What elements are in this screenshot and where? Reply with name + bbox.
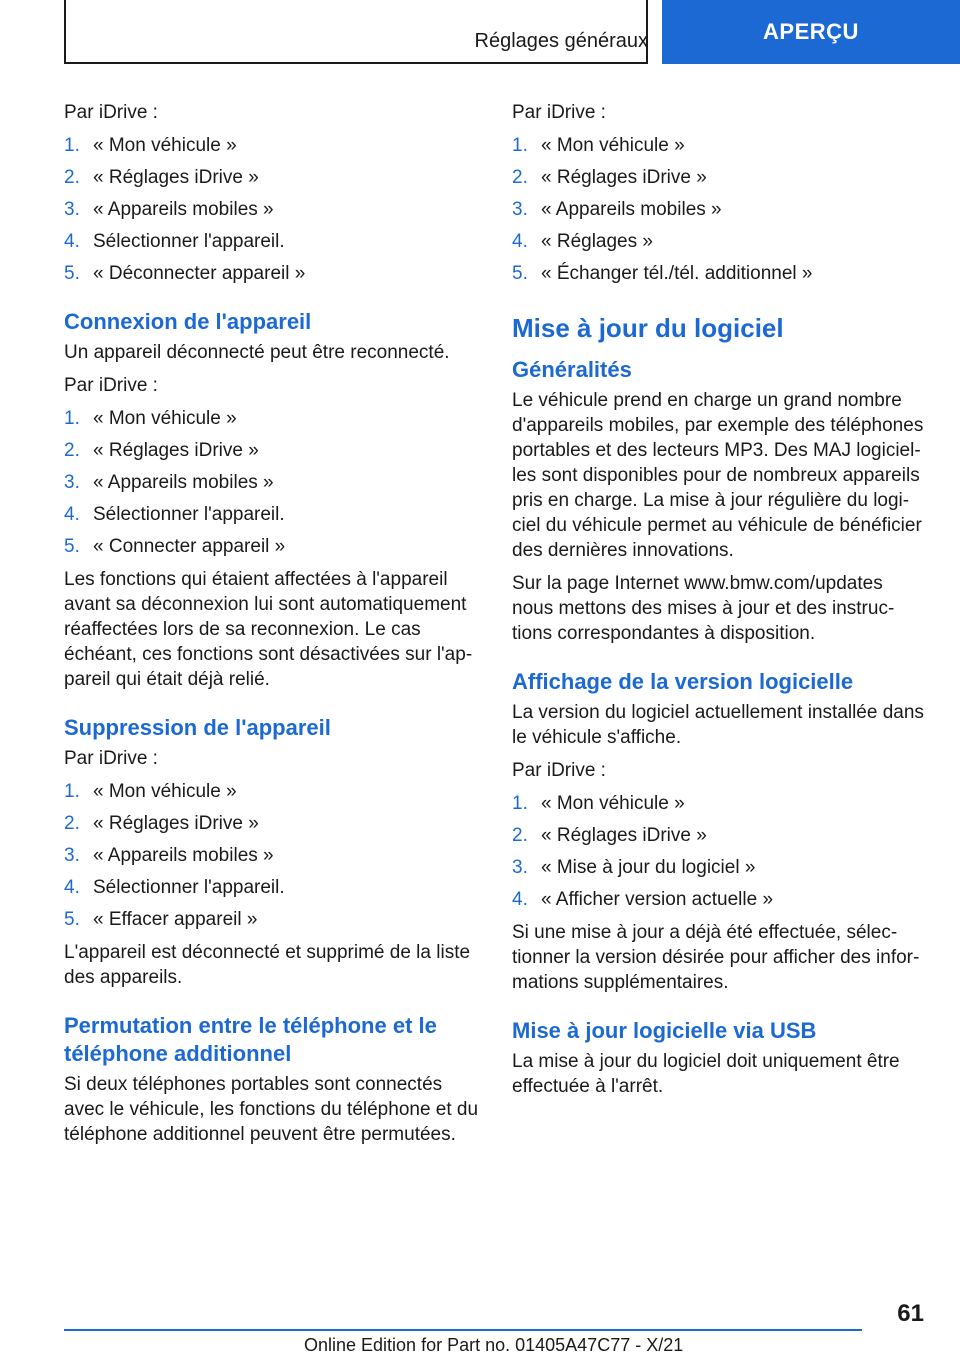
step-number: 3.: [64, 845, 80, 866]
step-text: « Connecter appareil »: [93, 536, 286, 557]
step-number: 3.: [512, 199, 528, 220]
step-number: 3.: [512, 857, 528, 878]
step-text: « Mon véhicule »: [541, 135, 685, 156]
list-item: [512, 823, 928, 848]
paragraph: La mise à jour du logiciel doit uniquement être effectuée à l'arrêt.: [512, 1051, 900, 1097]
step-number: 4.: [512, 231, 528, 252]
step-text: « Mon véhicule »: [541, 793, 685, 814]
list-item: [64, 197, 480, 222]
step-text: « Réglages »: [541, 231, 653, 252]
step-text: « Réglages iDrive »: [93, 167, 259, 188]
left-column: [64, 100, 480, 1155]
step-text: « Mon véhicule »: [93, 781, 237, 802]
list-item: [64, 438, 480, 463]
step-text: « Appareils mobiles »: [93, 845, 274, 866]
heading-delete-device: Suppression de l'appareil: [64, 715, 331, 740]
steps-list: [64, 406, 480, 559]
step-text: « Afficher version actuelle »: [541, 889, 774, 910]
step-number: 4.: [64, 877, 80, 898]
paragraph: Le véhicule prend en charge un grand nombre d'appareils mobiles, par exemple des téléphones portables et des lecteurs MP3. Des MAJ logicielles sont disponibles pour de nombreux appareils pris en charge. La mise à jour régulière du logiciel du véhicule permet au véhicule de bénéficier des dernières innovations.: [512, 390, 924, 561]
step-number: 2.: [512, 167, 528, 188]
step-text: « Mon véhicule »: [93, 135, 237, 156]
list-item: [64, 534, 480, 559]
list-item: [64, 229, 480, 254]
heading-connect-device: Connexion de l'appareil: [64, 309, 312, 334]
list-item: [64, 779, 480, 804]
list-item: [64, 875, 480, 900]
list-item: [512, 261, 928, 286]
step-number: 3.: [64, 472, 80, 493]
paragraph: Si deux téléphones portables sont connectés avec le véhicule, les fonctions du téléphone et du téléphone additionnel peuvent être permutées.: [64, 1074, 479, 1145]
heading-software-update: Mise à jour du logiciel: [512, 313, 784, 343]
step-number: 2.: [64, 167, 80, 188]
list-item: [64, 811, 480, 836]
step-number: 2.: [64, 813, 80, 834]
list-item: [512, 197, 928, 222]
steps-list: [512, 133, 928, 286]
steps-list: [512, 791, 928, 912]
steps-list: [64, 779, 480, 932]
list-item: [512, 887, 928, 912]
list-item: [64, 843, 480, 868]
footer-divider: [64, 1329, 862, 1331]
list-item: [512, 229, 928, 254]
list-item: [512, 165, 928, 190]
step-number: 3.: [64, 199, 80, 220]
heading-general: Généralités: [512, 357, 632, 382]
edition-note: Online Edition for Part no. 01405A47C77 - X/21: [304, 1335, 684, 1355]
step-number: 4.: [64, 231, 80, 252]
paragraph: La version du logiciel actuellement installée dans le véhicule s'affiche.: [512, 702, 924, 748]
intro-text: Par iDrive :: [64, 375, 158, 396]
step-number: 1.: [64, 408, 80, 429]
step-text: « Réglages iDrive »: [541, 825, 707, 846]
step-number: 2.: [64, 440, 80, 461]
step-text: Sélectionner l'appareil.: [93, 504, 285, 525]
steps-list: [64, 133, 480, 286]
step-text: Sélectionner l'appareil.: [93, 877, 285, 898]
step-text: « Effacer appareil »: [93, 909, 258, 930]
step-text: « Déconnecter appareil »: [93, 263, 306, 284]
step-number: 5.: [512, 263, 528, 284]
step-number: 5.: [64, 263, 80, 284]
step-text: « Réglages iDrive »: [93, 813, 259, 834]
step-text: « Mise à jour du logiciel »: [541, 857, 756, 878]
paragraph: Les fonctions qui étaient affectées à l'appareil avant sa déconnexion lui sont automatiquement réaffectées lors de sa reconnexion. Le cas échéant, ces fonctions sont désactivées sur l'appareil qui était déjà relié.: [64, 569, 473, 690]
step-text: « Mon véhicule »: [93, 408, 237, 429]
step-number: 5.: [64, 909, 80, 930]
step-text: « Échanger tél./tél. additionnel »: [541, 263, 813, 284]
list-item: [512, 855, 928, 880]
right-column: [512, 100, 928, 1107]
step-number: 2.: [512, 825, 528, 846]
overview-tab[interactable]: APERÇU: [662, 0, 960, 64]
list-item: [64, 261, 480, 286]
list-item: [512, 133, 928, 158]
step-number: 1.: [512, 793, 528, 814]
step-text: « Appareils mobiles »: [93, 199, 274, 220]
intro-text: Par iDrive :: [512, 102, 606, 123]
step-text: « Réglages iDrive »: [541, 167, 707, 188]
heading-usb-update: Mise à jour logicielle via USB: [512, 1018, 817, 1043]
list-item: [64, 907, 480, 932]
list-item: [64, 165, 480, 190]
list-item: [512, 791, 928, 816]
step-number: 1.: [64, 135, 80, 156]
heading-software-version: Affichage de la version logicielle: [512, 669, 854, 694]
step-text: « Appareils mobiles »: [541, 199, 722, 220]
paragraph: Un appareil déconnecté peut être reconnecté.: [64, 342, 450, 363]
step-number: 1.: [64, 781, 80, 802]
step-text: « Réglages iDrive »: [93, 440, 259, 461]
step-text: Sélectionner l'appareil.: [93, 231, 285, 252]
list-item: [64, 406, 480, 431]
intro-text: Par iDrive :: [64, 102, 158, 123]
list-item: [64, 502, 480, 527]
step-number: 1.: [512, 135, 528, 156]
intro-text: Par iDrive :: [64, 748, 158, 769]
step-number: 4.: [512, 889, 528, 910]
step-text: « Appareils mobiles »: [93, 472, 274, 493]
section-title: Réglages généraux: [474, 30, 648, 52]
list-item: [64, 133, 480, 158]
list-item: [64, 470, 480, 495]
paragraph: L'appareil est déconnecté et supprimé de la liste des appareils.: [64, 942, 471, 988]
paragraph: Sur la page Internet www.bmw.com/updates nous mettons des mises à jour et des instructions correspondantes à disposition.: [512, 573, 895, 644]
paragraph: Si une mise à jour a déjà été effectuée, sélectionner la version désirée pour afficher des informations supplémentaires.: [512, 922, 920, 993]
step-number: 5.: [64, 536, 80, 557]
heading-switch-phone: Permutation entre le téléphone et le téléphone additionnel: [64, 1013, 437, 1066]
intro-text: Par iDrive :: [512, 760, 606, 781]
step-number: 4.: [64, 504, 80, 525]
page-number: 61: [897, 1300, 924, 1327]
